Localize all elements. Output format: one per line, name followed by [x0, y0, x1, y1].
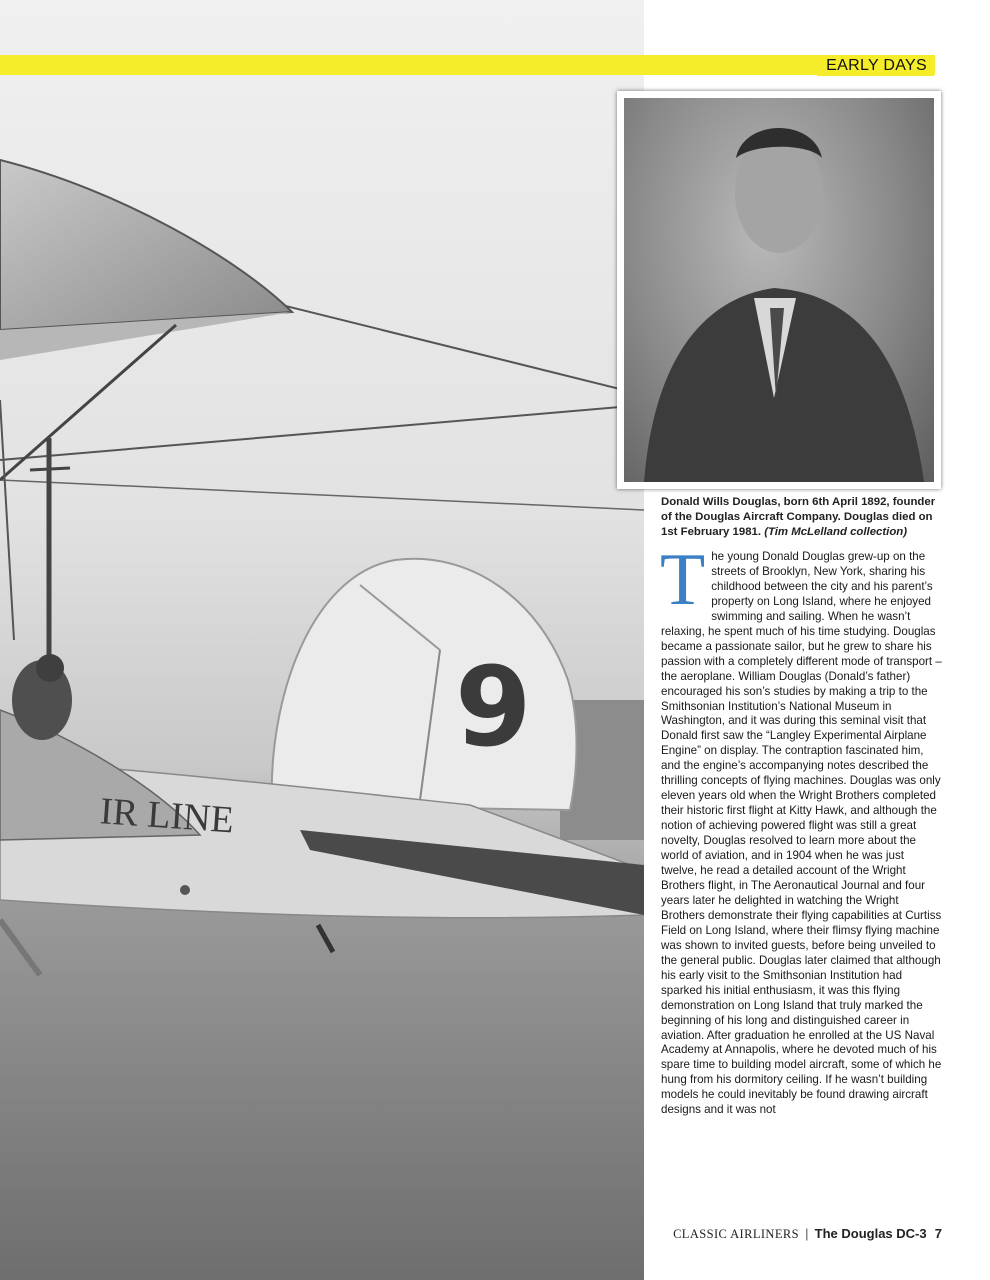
section-title: EARLY DAYS [817, 56, 934, 76]
page-number: 7 [934, 1226, 942, 1241]
tail-number: 9 [455, 643, 532, 771]
caption-credit: (Tim McLelland collection) [764, 526, 908, 538]
ground [0, 880, 644, 1280]
power-line [0, 405, 644, 460]
section-band [0, 55, 935, 75]
upper-wing [0, 160, 292, 330]
power-line [0, 480, 644, 510]
drop-cap: T [660, 539, 706, 621]
fuselage-lettering: IR LINE [98, 790, 236, 842]
magazine-name: CLASSIC AIRLINERS [673, 1227, 799, 1241]
article-body [660, 539, 943, 1118]
photo-caption [661, 495, 941, 540]
footer-separator: | [805, 1226, 809, 1241]
issue-title: The Douglas DC-3 [814, 1226, 927, 1241]
page-footer [673, 1226, 942, 1243]
portrait-photo [624, 98, 934, 482]
article-text: he young Donald Douglas grew-up on the streets of Brooklyn, New York, sharing his childhood between the city and his parent’s property on Long Island, where he enjoyed swimming and sailing. When he wasn’t relaxing, he spent much of his time studying. Douglas became a passionate sailor, but he grew to share his passion with a completely different mode of transport – the aeroplane. William Douglas (Donald’s father) encouraged his son’s studies by making a trip to the Smithsonian Institution’s National Museum in Washington, and it was during this seminal visit that Donald first saw the “Langley Experimental Airplane Engine” on display. The contraption fascinated him, and the engine’s accompanying notes described the thrilling concepts of flying machines. Douglas was only eleven years old when the Wright Brothers completed their historic first flight at Kitty Hawk, and although the notion of achieving powered flight was still a great novelty, Douglas resolved to learn more about the world of aviation, and in 1904 when he was just twelve, he read a detailed account of the Wright Brothers flight, in The Aeronautical Journal and four years later he delighted in watching the Wright Brothers demonstrate their flying capabilities at Curtiss Field on Long Island, where their flimsy flying machine was shown to invited guests, before being unveiled to the general public. Douglas later claimed that although his early visit to the Smithsonian Institution had sparked his initial enthusiasm, it was this flying demonstration on Long Island that truly marked the beginning of his long and distinguished career in aviation. After graduation he enrolled at the US Naval Academy at Annapolis, where he devoted much of his spare time to building model aircraft, some of which he hung from his dormitory ceiling. If he wasn’t building models he could inevitably be found drawing aircraft designs and it was not [661, 550, 942, 1117]
portrait-frame [617, 91, 941, 489]
caption-text: Donald Wills Douglas, born 6th April 1892, founder of the Douglas Aircraft Company. Douglas died on 1st February 1981. [661, 496, 936, 538]
